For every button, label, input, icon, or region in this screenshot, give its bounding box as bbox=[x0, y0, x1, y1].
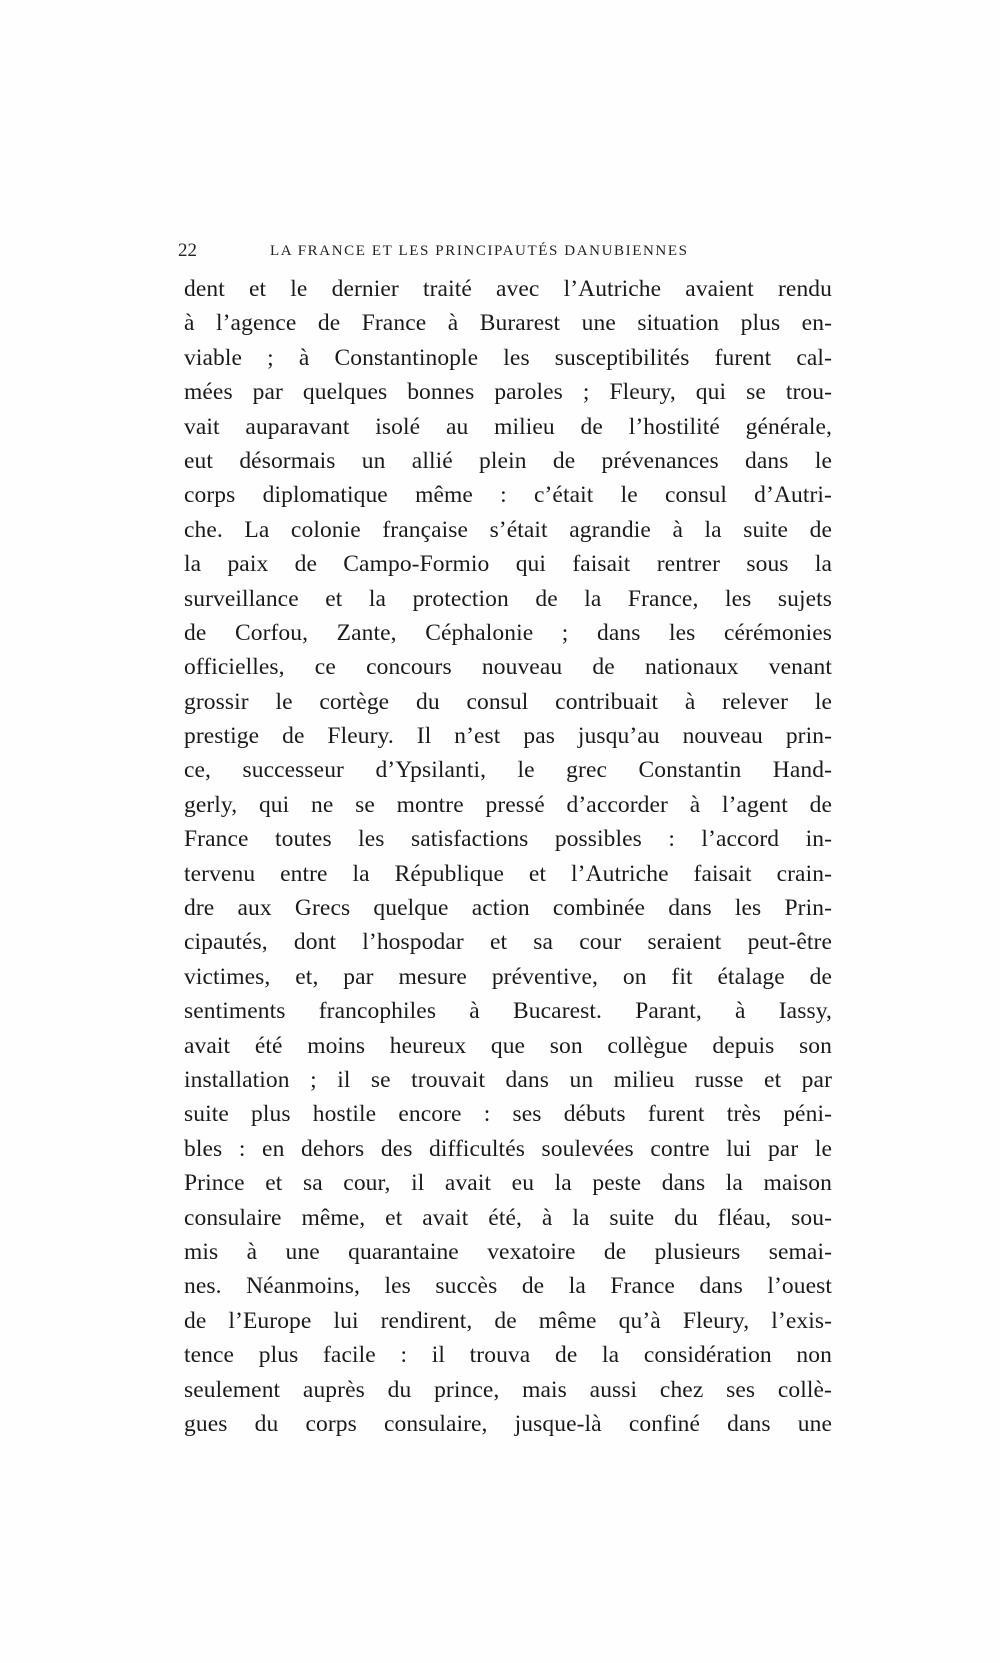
page-number: 22 bbox=[178, 240, 197, 261]
text-line: avait été moins heureux que son collègue depuis son bbox=[184, 1032, 832, 1059]
text-line: Prince et sa cour, il avait eu la peste dans la maison bbox=[184, 1170, 832, 1197]
text-line: installation ; il se trouvait dans un milieu russe et par bbox=[184, 1066, 832, 1093]
text-line: tervenu entre la République et l’Autriche faisait crain- bbox=[184, 860, 832, 887]
running-header bbox=[178, 240, 828, 264]
text-line: suite plus hostile encore : ses débuts furent très péni- bbox=[184, 1101, 832, 1128]
text-line: mées par quelques bonnes paroles ; Fleury, qui se trou- bbox=[184, 379, 832, 406]
text-line: tence plus facile : il trouva de la considération non bbox=[184, 1342, 832, 1369]
text-line: sentiments francophiles à Bucarest. Parant, à Iassy, bbox=[184, 998, 832, 1025]
text-line: à l’agence de France à Burarest une situation plus en- bbox=[184, 310, 832, 337]
text-line: dent et le dernier traité avec l’Autriche avaient rendu bbox=[184, 276, 832, 302]
text-line: bles : en dehors des difficultés soulevées contre lui par le bbox=[184, 1135, 832, 1162]
text-line: ce, successeur d’Ypsilanti, le grec Constantin Hand- bbox=[184, 757, 832, 784]
text-line: grossir le cortège du consul contribuait à relever le bbox=[184, 688, 832, 715]
text-line: nes. Néanmoins, les succès de la France dans l’ouest bbox=[184, 1273, 832, 1300]
text-line: victimes, et, par mesure préventive, on fit étalage de bbox=[184, 963, 832, 990]
text-line: de Corfou, Zante, Céphalonie ; dans les cérémonies bbox=[184, 619, 832, 646]
text-line: la paix de Campo-Formio qui faisait rentrer sous la bbox=[184, 551, 832, 578]
text-line: cipautés, dont l’hospodar et sa cour seraient peut-être bbox=[184, 929, 832, 956]
text-line: prestige de Fleury. Il n’est pas jusqu’au nouveau prin- bbox=[184, 723, 832, 750]
running-title: LA FRANCE ET LES PRINCIPAUTÉS DANUBIENNES bbox=[270, 243, 689, 259]
text-line: mis à une quarantaine vexatoire de plusieurs semai- bbox=[184, 1238, 832, 1265]
text-line: gues du corps consulaire, jusque-là confiné dans une bbox=[184, 1410, 832, 1437]
text-line: vait auparavant isolé au milieu de l’hostilité générale, bbox=[184, 413, 832, 440]
text-line: corps diplomatique même : c’était le consul d’Autri- bbox=[184, 482, 832, 509]
text-line: gerly, qui ne se montre pressé d’accorder à l’agent de bbox=[184, 791, 832, 818]
text-line: surveillance et la protection de la France, les sujets bbox=[184, 585, 832, 612]
text-line: viable ; à Constantinople les susceptibilités furent cal- bbox=[184, 344, 832, 371]
text-line: officielles, ce concours nouveau de nationaux venant bbox=[184, 654, 832, 681]
text-line: seulement auprès du prince, mais aussi chez ses collè- bbox=[184, 1376, 832, 1403]
text-line: eut désormais un allié plein de prévenances dans le bbox=[184, 447, 832, 474]
text-line: dre aux Grecs quelque action combinée dans les Prin- bbox=[184, 895, 832, 922]
text-line: France toutes les satisfactions possibles : l’accord in- bbox=[184, 826, 832, 853]
text-line: de l’Europe lui rendirent, de même qu’à Fleury, l’exis- bbox=[184, 1307, 832, 1334]
text-line: consulaire même, et avait été, à la suite du fléau, sou- bbox=[184, 1204, 832, 1231]
body-text bbox=[184, 272, 832, 1441]
text-line: che. La colonie française s’était agrandie à la suite de bbox=[184, 516, 832, 543]
